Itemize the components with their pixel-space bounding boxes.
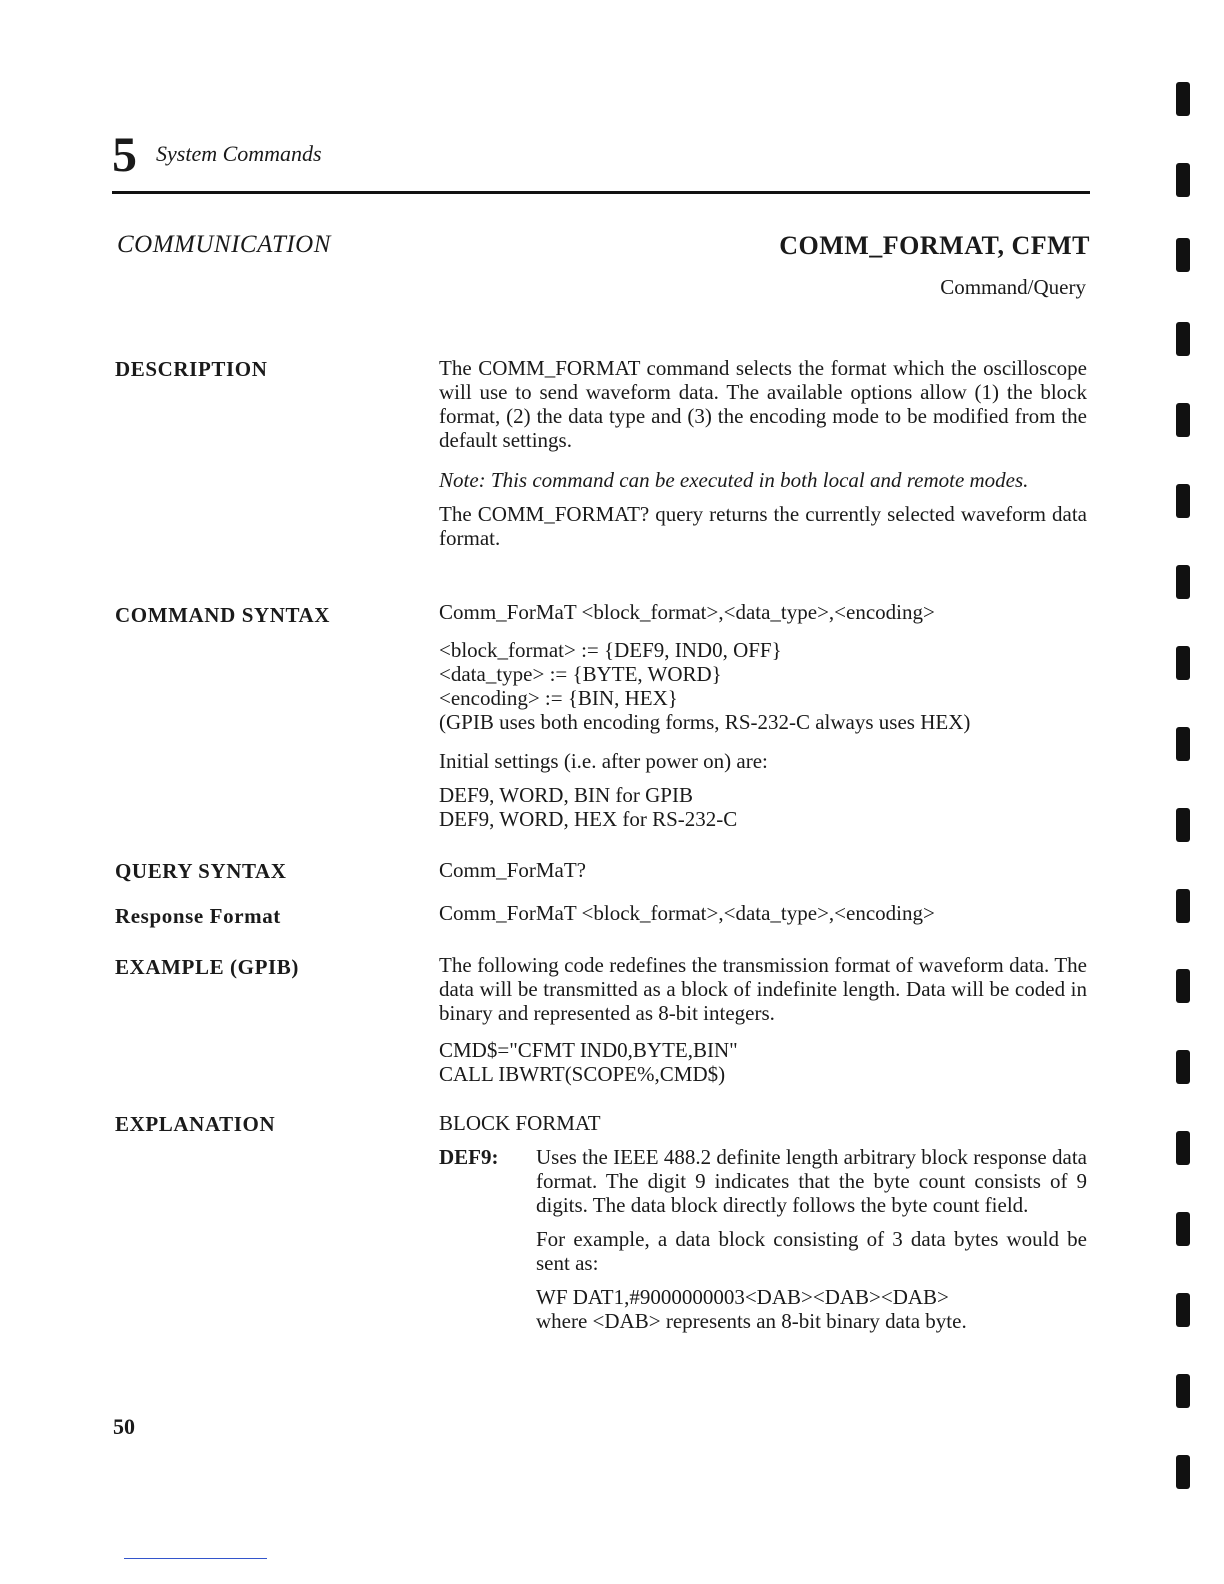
bleed-mark: [1176, 322, 1190, 356]
bleed-mark: [1176, 1374, 1190, 1408]
description-note: Note: This command can be executed in both local and remote modes.: [439, 468, 1029, 492]
def9-example-intro: For example, a data block consisting of 3 data bytes would be sent as:: [536, 1227, 1087, 1275]
command-syntax-line: Comm_ForMaT <block_format>,<data_type>,<encoding>: [439, 600, 935, 624]
block-format-heading: BLOCK FORMAT: [439, 1111, 601, 1135]
query-syntax-body: [439, 858, 1087, 882]
initial-settings-intro: Initial settings (i.e. after power on) are:: [439, 749, 768, 773]
bleed-mark: [1176, 403, 1190, 437]
query-syntax-line: Comm_ForMaT?: [439, 858, 586, 882]
command-category: COMMUNICATION: [117, 231, 331, 258]
bleed-mark: [1176, 969, 1190, 1003]
bleed-mark: [1176, 808, 1190, 842]
example-code: [439, 1038, 1087, 1086]
chapter-number: 5: [112, 126, 137, 182]
bleed-mark: [1176, 646, 1190, 680]
bleed-mark: [1176, 1131, 1190, 1165]
example-body: [439, 953, 1087, 1086]
bleed-mark: [1176, 1455, 1190, 1489]
bleed-mark: [1176, 163, 1190, 197]
def9-label: DEF9:: [439, 1145, 499, 1169]
def9-example-note: where <DAB> represents an 8-bit binary data byte.: [536, 1309, 967, 1333]
example-code-line: CALL IBWRT(SCOPE%,CMD$): [439, 1062, 726, 1086]
response-format-line: Comm_ForMaT <block_format>,<data_type>,<encoding>: [439, 901, 935, 925]
description-body: [439, 356, 1087, 550]
header-rule: [112, 191, 1090, 194]
footer-rule: [124, 1558, 267, 1559]
chapter-title: System Commands: [156, 141, 322, 166]
command-title: COMM_FORMAT, CFMT: [779, 231, 1090, 260]
description-paragraph: The COMM_FORMAT command selects the format which the oscilloscope will use to send waveform data. The available options allow (1) the block format, (2) the data type and (3) the encoding mode to be modified from the default settings.: [439, 356, 1087, 452]
bleed-mark: [1176, 727, 1190, 761]
initial-setting-gpib: DEF9, WORD, BIN for GPIB: [439, 783, 693, 807]
def9-body: [536, 1145, 1087, 1333]
bleed-mark: [1176, 1212, 1190, 1246]
example-text: The following code redefines the transmission format of waveform data. The data will be transmitted as a block of indefinite length. Data will be coded in binary and represented as 8-bit integers.: [439, 953, 1087, 1025]
explanation-label: EXPLANATION: [115, 1112, 276, 1136]
command-syntax-label: COMMAND SYNTAX: [115, 603, 331, 627]
bleed-mark: [1176, 238, 1190, 272]
syntax-def-block-format: <block_format> := {DEF9, IND0, OFF}: [439, 638, 782, 662]
description-query-paragraph: The COMM_FORMAT? query returns the currently selected waveform data format.: [439, 502, 1087, 550]
syntax-def-encoding: <encoding> := {BIN, HEX}: [439, 686, 678, 710]
bleed-mark: [1176, 1050, 1190, 1084]
page-number: 50: [113, 1414, 135, 1439]
bleed-mark: [1176, 565, 1190, 599]
initial-setting-rs232: DEF9, WORD, HEX for RS-232-C: [439, 807, 738, 831]
syntax-def-data-type: <data_type> := {BYTE, WORD}: [439, 662, 722, 686]
def9-example-code: WF DAT1,#9000000003<DAB><DAB><DAB>: [536, 1285, 949, 1309]
bleed-mark: [1176, 484, 1190, 518]
example-label: EXAMPLE (GPIB): [115, 955, 299, 979]
query-syntax-label: QUERY SYNTAX: [115, 859, 287, 883]
response-format-body: [439, 901, 1087, 925]
command-syntax-body: [439, 600, 1087, 831]
syntax-definitions: [439, 638, 1087, 734]
bleed-mark: [1176, 1293, 1190, 1327]
bleed-mark: [1176, 889, 1190, 923]
description-label: DESCRIPTION: [115, 357, 268, 381]
command-kind: Command/Query: [940, 275, 1086, 299]
def9-description: Uses the IEEE 488.2 definite length arbitrary block response data format. The digit 9 indicates that the byte count consists of 9 digits. The data block directly follows the byte count field.: [536, 1145, 1087, 1217]
explanation-heading: [439, 1111, 1087, 1135]
bleed-mark: [1176, 82, 1190, 116]
response-format-label: Response Format: [115, 904, 281, 928]
initial-settings: [439, 783, 1087, 831]
syntax-def-note: (GPIB uses both encoding forms, RS-232-C always uses HEX): [439, 710, 971, 734]
example-code-line: CMD$="CFMT IND0,BYTE,BIN": [439, 1038, 738, 1062]
